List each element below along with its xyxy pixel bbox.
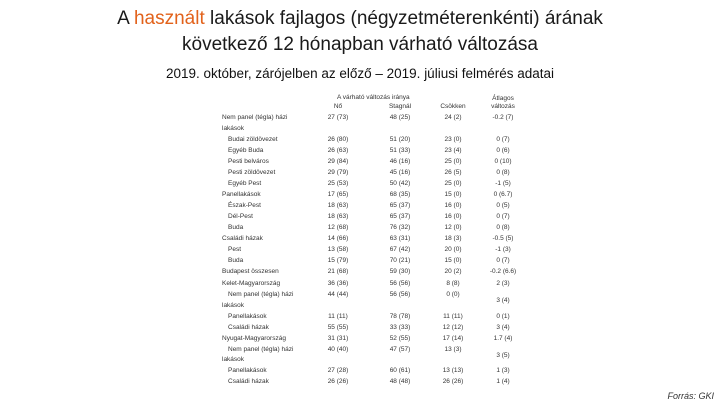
row-label: Budai zöldövezet — [228, 136, 278, 143]
cell-csokken: 16 (0) — [444, 213, 462, 220]
cell-atlag: 1.7 (4) — [493, 335, 513, 342]
row-label: Dél-Pest — [228, 213, 253, 220]
cell-stagnal: 78 (78) — [389, 313, 411, 320]
cell-csokken: 12 (12) — [442, 324, 464, 331]
subtitle: 2019. október, zárójelben az előző – 2019. júliusi felmérés adatai — [166, 66, 554, 81]
cell-stagnal: 68 (35) — [389, 191, 411, 198]
header-col-4-line2: változás — [491, 103, 515, 110]
cell-csokken: 23 (4) — [444, 147, 462, 154]
cell-atlag: -0.5 (5) — [492, 235, 514, 242]
row-label: Egyéb Buda — [228, 147, 264, 154]
cell-csokken: 26 (26) — [442, 378, 464, 385]
cell-atlag: 0 (5) — [496, 202, 510, 209]
cell-no: 18 (63) — [327, 213, 349, 220]
cell-csokken: 15 (0) — [444, 191, 462, 198]
cell-stagnal: 70 (21) — [389, 257, 411, 264]
cell-atlag: 3 (5) — [496, 352, 510, 359]
cell-no: 44 (44) — [327, 291, 349, 298]
cell-no: 21 (68) — [327, 268, 349, 275]
cell-atlag: 1 (4) — [496, 378, 510, 385]
cell-stagnal: 56 (56) — [389, 280, 411, 287]
header-col-3: Csökken — [440, 103, 466, 110]
cell-stagnal: 48 (25) — [389, 114, 411, 121]
header-col-4 — [478, 95, 528, 111]
cell-stagnal: 48 (48) — [389, 378, 411, 385]
cell-atlag: 1 (3) — [496, 367, 510, 374]
cell-atlag: 3 (4) — [496, 297, 510, 304]
row-label: Családi házak — [228, 378, 269, 385]
title-part-2: lakások fajlagos (négyzetméterenkénti) árának — [204, 8, 603, 29]
row-label: Nyugat-Magyarország — [222, 335, 286, 342]
cell-no: 26 (80) — [327, 136, 349, 143]
cell-stagnal: 52 (55) — [389, 335, 411, 342]
table-row — [0, 378, 720, 392]
cell-atlag: 0 (8) — [496, 169, 510, 176]
table-row — [0, 291, 720, 305]
cell-no: 13 (58) — [327, 246, 349, 253]
cell-atlag: 2 (3) — [496, 280, 510, 287]
cell-no: 25 (53) — [327, 180, 349, 187]
cell-atlag: 0 (7) — [496, 136, 510, 143]
row-label: Pesti zöldövezet — [228, 169, 276, 176]
cell-csokken: 13 (13) — [442, 367, 464, 374]
row-label: Panellakások — [228, 367, 267, 374]
cell-atlag: -1 (5) — [495, 180, 511, 187]
title-line-2: következő 12 hónapban várható változása — [182, 34, 538, 55]
cell-stagnal: 50 (42) — [389, 180, 411, 187]
cell-csokken: 20 (0) — [444, 246, 462, 253]
cell-no: 36 (36) — [327, 280, 349, 287]
row-label: Nem panel (tégla) házi — [228, 346, 294, 353]
cell-no: 31 (31) — [327, 335, 349, 342]
cell-atlag: 0 (1) — [496, 313, 510, 320]
row-label: Buda — [228, 224, 244, 231]
cell-stagnal: 76 (32) — [389, 224, 411, 231]
row-label: Budapest összesen — [222, 268, 279, 275]
title-part-1: A — [117, 8, 134, 29]
header-col-1: Nő — [333, 103, 343, 110]
cell-csokken: 24 (2) — [444, 114, 462, 121]
cell-csokken: 17 (14) — [442, 335, 464, 342]
cell-no: 18 (63) — [327, 202, 349, 209]
row-label: Családi házak — [228, 324, 269, 331]
cell-csokken: 18 (3) — [444, 235, 462, 242]
row-label-wrap: lakások — [222, 125, 245, 132]
cell-stagnal: 45 (16) — [389, 169, 411, 176]
row-label: Nem panel (tégla) házi — [222, 114, 288, 121]
cell-csokken: 20 (2) — [444, 268, 462, 275]
cell-stagnal: 51 (20) — [389, 136, 411, 143]
cell-csokken: 26 (5) — [444, 169, 462, 176]
cell-csokken: 25 (0) — [444, 158, 462, 165]
cell-atlag: 0 (10) — [494, 158, 512, 165]
page-title — [0, 6, 720, 58]
cell-csokken: 13 (3) — [444, 346, 462, 353]
cell-atlag: 0 (8) — [496, 224, 510, 231]
cell-no: 15 (79) — [327, 257, 349, 264]
row-label: Nem panel (tégla) házi — [228, 291, 294, 298]
cell-stagnal: 65 (37) — [389, 202, 411, 209]
row-label: Kelet-Magyarország — [222, 280, 281, 287]
cell-atlag: -0.2 (7) — [492, 114, 514, 121]
cell-csokken: 15 (0) — [444, 257, 462, 264]
cell-csokken: 25 (0) — [444, 180, 462, 187]
cell-atlag: -1 (3) — [495, 246, 511, 253]
row-label: Észak-Pest — [228, 202, 261, 209]
cell-no: 27 (73) — [327, 114, 349, 121]
source-note: Forrás: GKI — [667, 391, 714, 401]
table-row — [0, 346, 720, 360]
cell-stagnal: 51 (33) — [389, 147, 411, 154]
cell-no: 27 (28) — [327, 367, 349, 374]
cell-csokken: 23 (0) — [444, 136, 462, 143]
cell-stagnal: 33 (33) — [389, 324, 411, 331]
row-label: Buda — [228, 257, 244, 264]
row-label: Pesti belváros — [228, 158, 269, 165]
row-label-wrap: lakások — [222, 302, 245, 309]
cell-atlag: 0 (7) — [496, 213, 510, 220]
row-label: Pest — [228, 246, 242, 253]
table-row — [0, 114, 720, 128]
row-label: Egyéb Pest — [228, 180, 262, 187]
cell-no: 12 (68) — [327, 224, 349, 231]
title-highlight: használt — [133, 8, 205, 29]
row-label: Panellakások — [222, 191, 261, 198]
row-label: Panellakások — [228, 313, 267, 320]
cell-stagnal: 47 (57) — [389, 346, 411, 353]
header-col-2: Stagnál — [388, 103, 412, 110]
cell-no: 26 (26) — [327, 378, 349, 385]
cell-stagnal: 65 (37) — [389, 213, 411, 220]
header-col-4-line1: Átlagos — [492, 95, 514, 102]
cell-no: 40 (40) — [327, 346, 349, 353]
cell-csokken: 11 (11) — [443, 313, 463, 320]
cell-atlag: -0.2 (6.6) — [489, 268, 517, 275]
cell-stagnal: 63 (31) — [389, 235, 411, 242]
cell-no: 55 (55) — [327, 324, 349, 331]
cell-stagnal: 67 (42) — [389, 246, 411, 253]
cell-atlag: 3 (4) — [496, 324, 510, 331]
cell-atlag: 0 (7) — [496, 257, 510, 264]
cell-no: 14 (66) — [327, 235, 349, 242]
cell-no: 17 (65) — [327, 191, 349, 198]
cell-csokken: 12 (0) — [444, 224, 462, 231]
cell-stagnal: 56 (56) — [389, 291, 411, 298]
cell-stagnal: 60 (61) — [389, 367, 411, 374]
cell-atlag: 0 (6) — [496, 147, 510, 154]
cell-atlag: 0 (6.7) — [493, 191, 513, 198]
cell-stagnal: 46 (16) — [389, 158, 411, 165]
row-label: Családi házak — [222, 235, 263, 242]
cell-no: 11 (11) — [328, 313, 348, 320]
cell-csokken: 0 (0) — [446, 291, 460, 298]
cell-stagnal: 59 (30) — [389, 268, 411, 275]
cell-no: 29 (79) — [327, 169, 349, 176]
cell-no: 26 (63) — [327, 147, 349, 154]
row-label-wrap: lakások — [222, 356, 245, 363]
header-group: A várható változás iránya — [337, 94, 410, 101]
cell-no: 29 (84) — [327, 158, 349, 165]
cell-csokken: 16 (0) — [444, 202, 462, 209]
cell-csokken: 8 (8) — [446, 280, 460, 287]
